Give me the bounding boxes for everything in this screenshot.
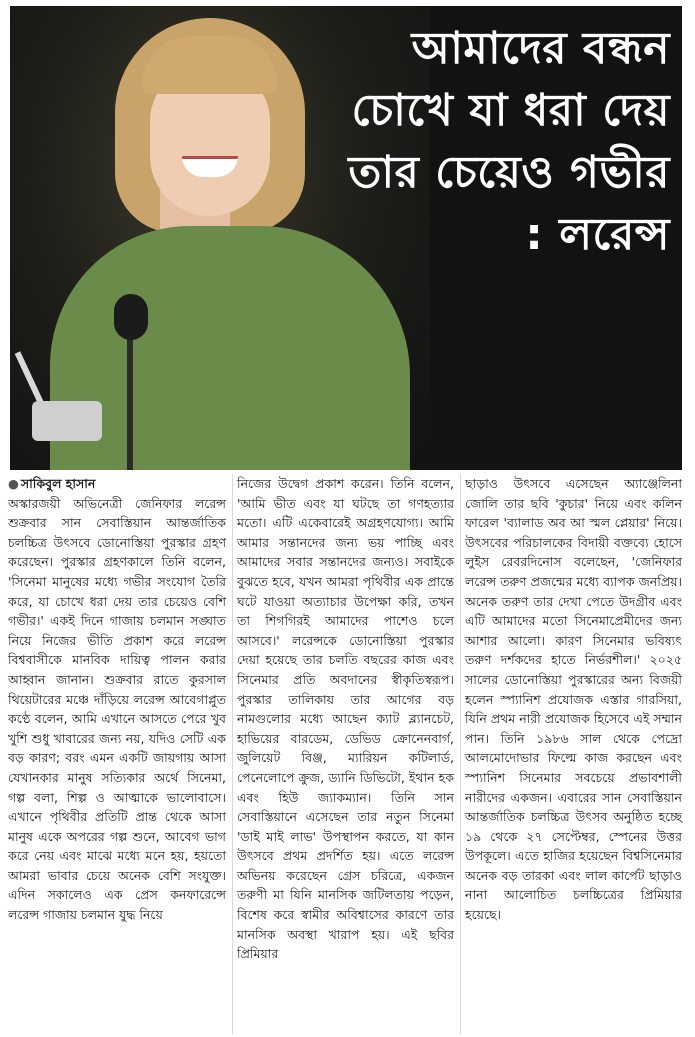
column-2-text: নিজের উদ্বেগ প্রকাশ করেন। তিনি বলেন, 'আমি ভীত এবং যা ঘটছে তা গণহত্যার মতো। এটি একেবারেই অগ্রহণযোগ্য। আমি আমার সন্তানদের জন্য ভয় পাচ্ছি এবং আমাদের সবার সন্তানদের জন্যও। সবাইকে বুঝতে হবে, যখন আমরা পৃথিবীর এক প্রান্তে ঘটে যাওয়া অত্যাচার উপেক্ষা করি, তখন তা শিগগিরই আমাদের পাশেও চলে আসবে।' লরেন্সকে ডোনোস্তিয়া পুরস্কার দেয়া হয়েছে তার চলতি বছরের কাজ এবং সিনেমার প্রতি অবদানের স্বীকৃতিস্বরূপ। পুরস্কার তালিকায় তার আগের বড় নামগুলোর মধ্যে আছেন ক্যাট ব্ল্যানচেট, হাভিয়ের বারডেম, ডেভিড ক্রোনেনবার্গ, জুলিয়েট বিঞ্জ, ম্যারিয়ন কটিলার্ড, পেনেলোপে ক্রুজ, ড্যানি ডিভিটো, ইথান হক এবং হিউ জ্যাকম্যান। তিনি সান সেবাস্তিয়ানে এসেছেন তার নতুন সিনেমা 'ডাই মাই লাভ' উপস্থাপন করতে, যা কান উৎসবে প্রথম প্রদর্শিত হয়। এতে লরেন্স অভিনয় করেছেন গ্রেস চরিত্রে, একজন তরুণী মা যিনি মানসিক জটিলতায় পড়েন, বিশেষ করে স্বামীর অবিশ্বাসের কারণে তার মানসিক অবস্থা খারাপ হয়। এই ছবির প্রিমিয়ার <box>237 476 454 962</box>
column-1-text: অস্কারজয়ী অভিনেত্রী জেনিফার লরেন্স শুক্রবার সান সেবাস্তিয়ান আন্তর্জাতিক চলচ্চিত্র উৎসবে ডোনোস্তিয়া পুরস্কার গ্রহণ করেছেন। পুরস্কার গ্রহণকালে তিনি বলেন, 'সিনেমা মানুষের মধ্যে গভীর সংযোগ তৈরি করে, যা চোখে ধরা দেয় তার চেয়েও বেশি গভীর।' একই দিনে গাজায় চলমান সঙ্ঘাত নিয়ে নিজের ভীতি প্রকাশ করে লরেন্স বিশ্ববাসীকে মানবিক দায়িত্ব পালন করার আহ্বান জানান। শুক্রবার রাতে কুরসাল থিয়েটারের মঞ্চে দাঁড়িয়ে লরেন্স আবেগাপ্লুত কণ্ঠে বলেন, আমি এখানে আসতে পেরে খুব খুশি শুধু খাবারের জন্য নয়, যদিও সেটি এক বড় কারণ; বরং এমন একটি জায়গায় আসা যেখানকার মানুষ সত্যিকার অর্থে সিনেমা, গল্প বলা, শিল্প ও আত্মাকে ভালোবাসে। এখানে পৃথিবীর প্রতিটি প্রান্ত থেকে আসা মানুষ একে অপরের গল্প শুনে, আবেগ ভাগ করে নেয় এবং মাঝে মধ্যে মনে হয়, হয়তো আমরা ভাবার চেয়ে অনেক বেশি সংযুক্ত। এদিন সকালেও এক প্রেস কনফারেন্সে লরেন্স গাজায় চলমান যুদ্ধ নিয়ে <box>8 495 226 923</box>
column-2 <box>232 474 460 1034</box>
microphone-icon <box>114 294 148 340</box>
column-3 <box>460 474 688 1034</box>
trophy-icon <box>32 346 102 436</box>
article-body <box>4 474 688 1034</box>
bangs-shape <box>142 36 278 94</box>
bullet-icon: ● <box>8 476 19 491</box>
mic-stand <box>127 326 133 470</box>
column-1 <box>4 474 232 1034</box>
headline: আমাদের বন্ধন চোখে যা ধরা দেয় তার চেয়েও গভীর : লরেন্স <box>348 23 670 260</box>
byline <box>8 474 226 494</box>
column-3-text: ছাড়াও উৎসবে এসেছেন অ্যাঞ্জেলিনা জোলি তার ছবি 'কুচার' নিয়ে এবং কলিন ফারেল 'ব্যালাড অব আ স্মল প্লেয়ার' নিয়ে। উৎসবের পরিচালকের বিদায়ী বক্তব্যে হোসে লুইস রেবরদিনোস বলেছেন, 'জেনিফার লরেন্স তরুণ প্রজন্মের মধ্যে ব্যাপক জনপ্রিয়। অনেক তরুণ তার দেখা পেতে উদগ্রীব এবং এটি আমাদের মতো সিনেমাপ্রেমীদের জন্য আশার আলো। কারণ সিনেমার ভবিষ্যৎ তরুণ দর্শকদের হাতে নির্ভরশীল।' ২০২৫ সালের ডোনোস্তিয়া পুরস্কারের অন্য বিজয়ী হলেন স্প্যানিশ প্রযোজক এস্তার গারসিয়া, যিনি প্রথম নারী প্রযোজক হিসেবে এই সম্মান পান। তিনি ১৯৮৬ সাল থেকে পেদ্রো আলমোদোভার ফিল্মে কাজ করছেন এবং স্প্যানিশ সিনেমার সবচেয়ে প্রভাবশালী নারীদের একজন। এবারের সান সেবাস্তিয়ান আন্তর্জাতিক চলচ্চিত্র উৎসব অনুষ্ঠিত হচ্ছে ১৯ থেকে ২৭ সেপ্টেম্বর, স্পেনের উত্তর উপকূলে। এতে হাজির হয়েছেন বিশ্বসিনেমার অনেক বড় তারকা এবং লাল কার্পেট ছাড়াও নানা আলোচিত চলচ্চিত্রের প্রিমিয়ার হয়েছে। <box>465 476 682 923</box>
hero-photo <box>10 6 682 470</box>
byline-name: সাকিবুল হাসান <box>20 476 96 491</box>
